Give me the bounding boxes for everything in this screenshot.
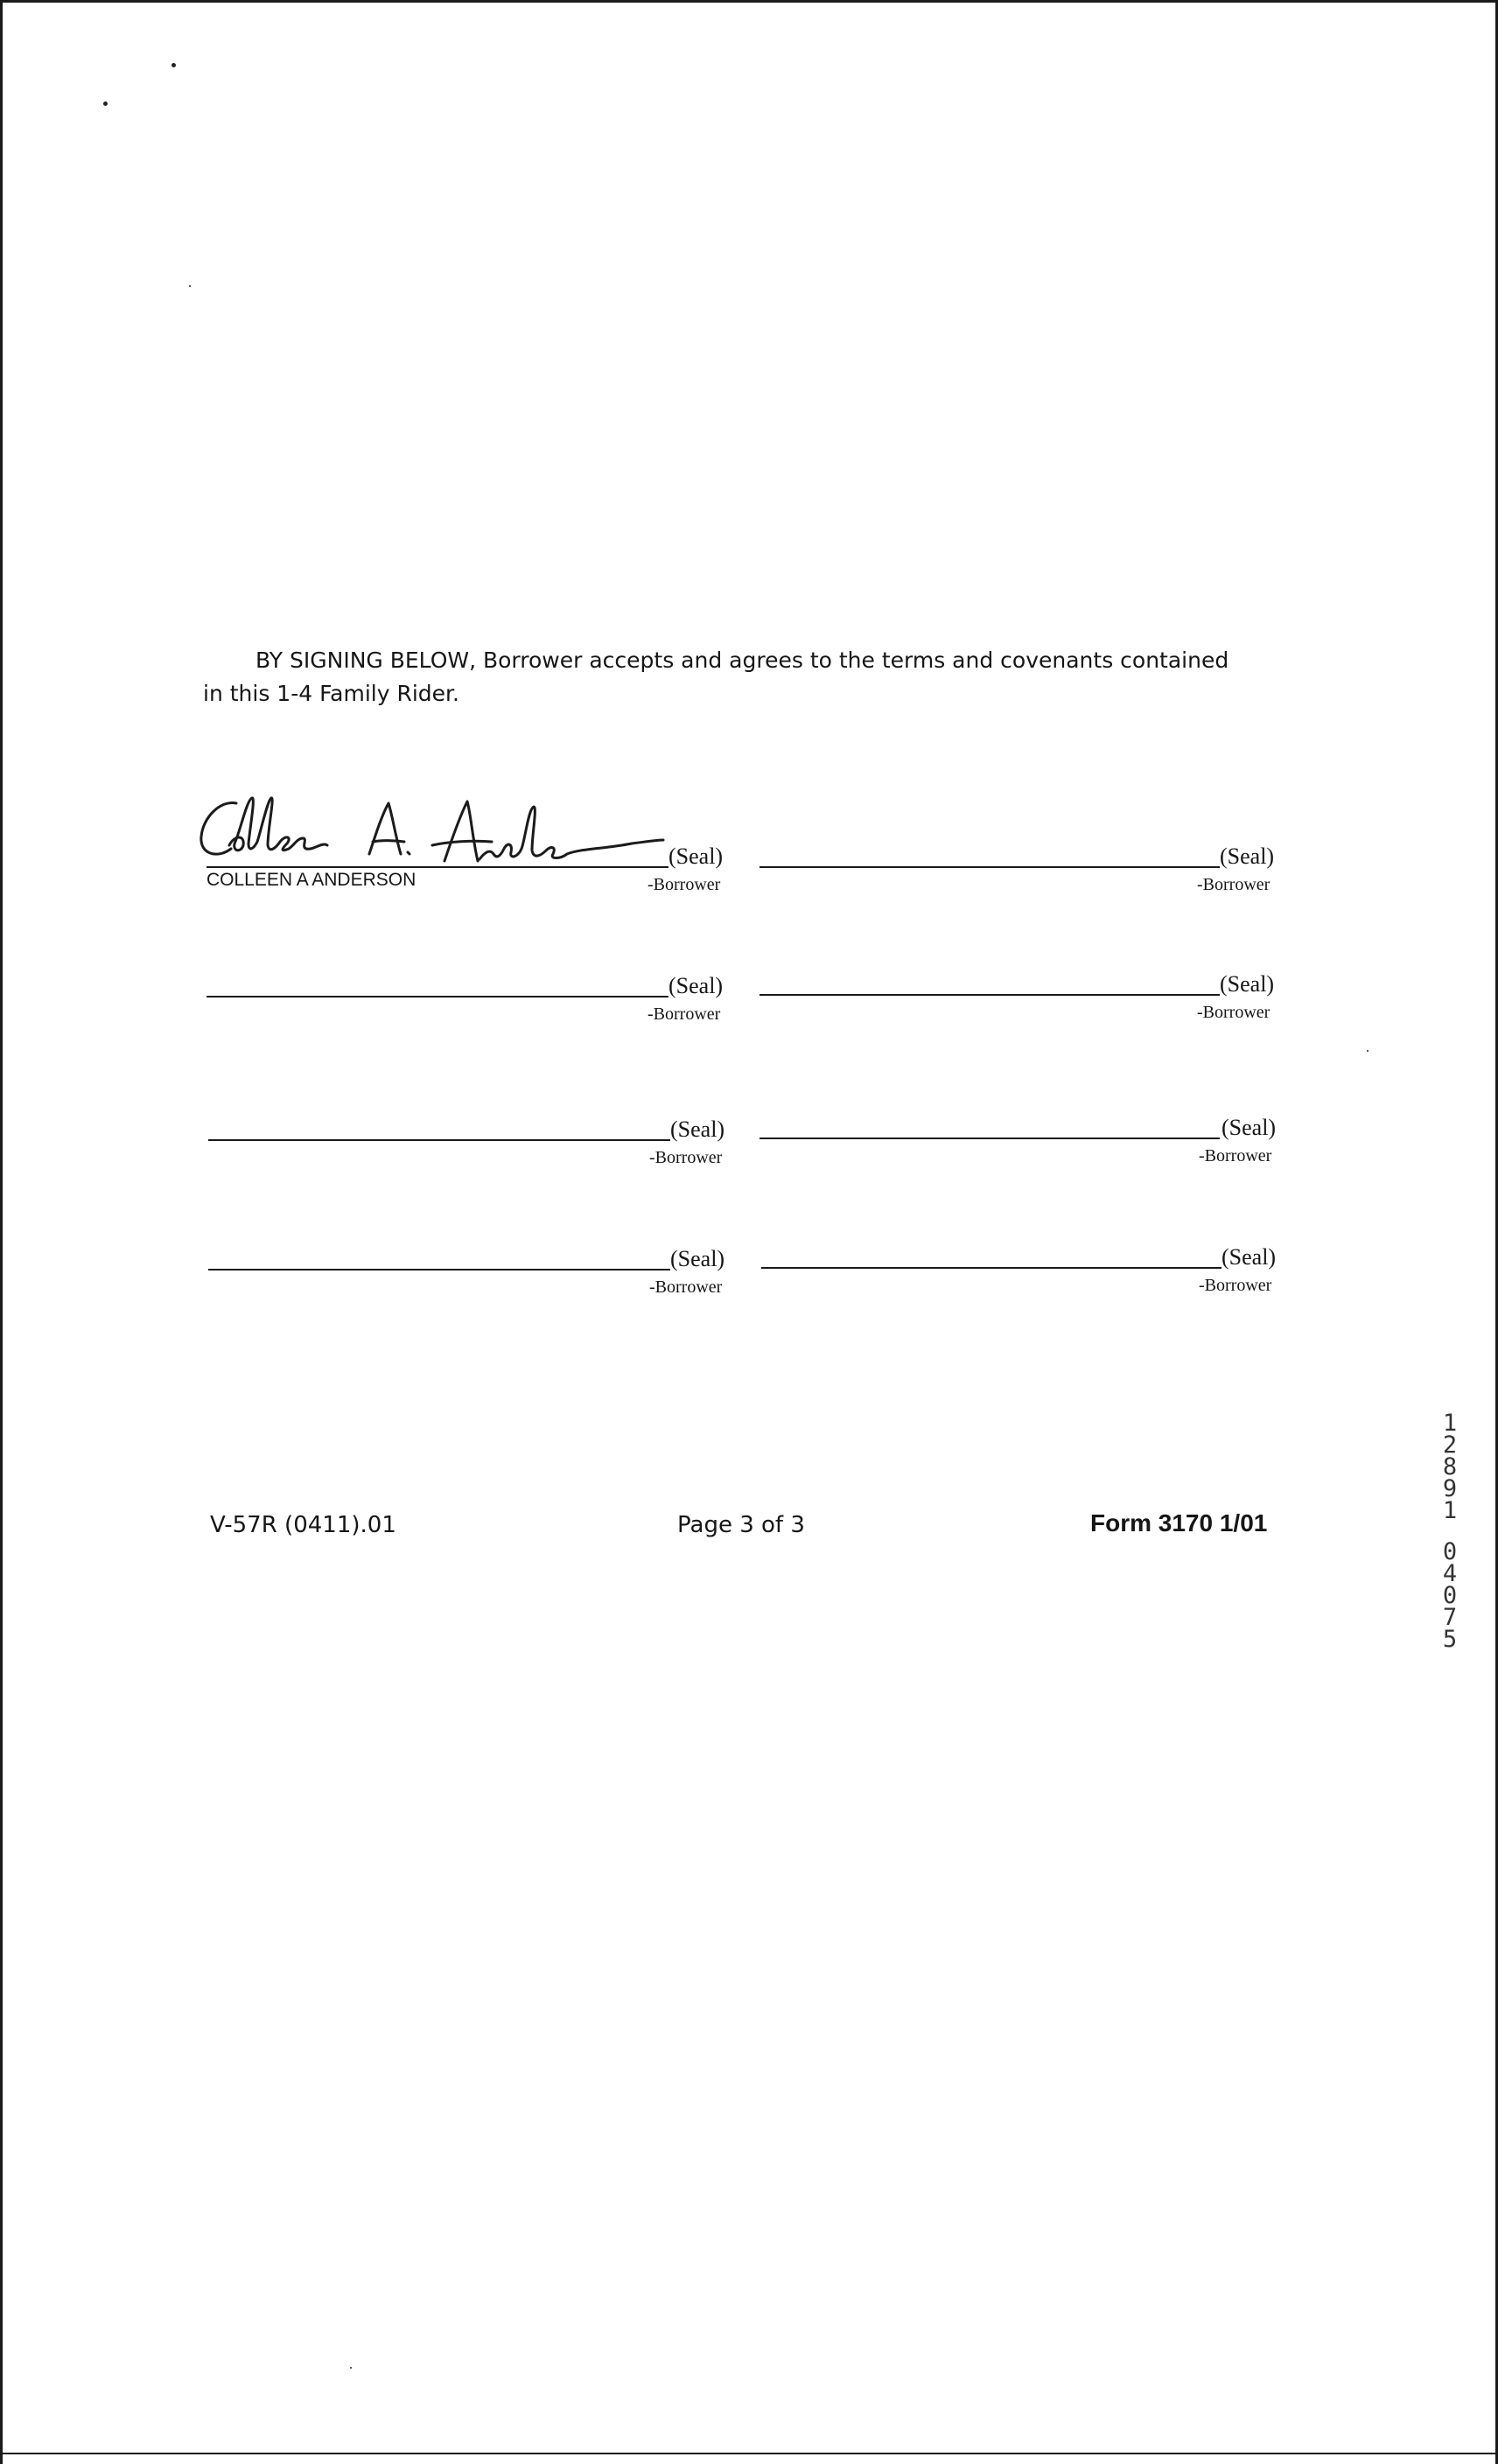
recording-digit: 4	[1442, 1560, 1458, 1587]
recording-digit: 9	[1442, 1475, 1458, 1502]
seal-label: (Seal)	[668, 973, 724, 998]
seal-label: (Seal)	[1222, 1244, 1277, 1270]
scan-speck	[189, 285, 191, 287]
signature-line	[760, 1138, 1220, 1139]
signature-line	[760, 866, 1220, 868]
signature-line	[206, 996, 668, 998]
signature-line	[760, 994, 1220, 996]
signature-line	[206, 866, 668, 868]
signature-block-2	[760, 824, 1284, 894]
signature-block-8	[761, 1225, 1286, 1295]
scan-speck	[103, 102, 108, 106]
form-code: V-57R (0411).01	[210, 1512, 396, 1538]
acceptance-line-2: in this 1-4 Family Rider.	[203, 681, 459, 706]
signature-block-1	[206, 824, 732, 894]
handwritten-signature	[194, 791, 667, 878]
recording-digit: 2	[1442, 1432, 1458, 1459]
scan-top-edge	[0, 0, 1498, 3]
acceptance-line-1: BY SIGNING BELOW, Borrower accepts and agrees to the terms and covenants contained	[256, 648, 1229, 673]
seal-label: (Seal)	[1220, 844, 1275, 869]
seal-label: (Seal)	[668, 844, 724, 869]
rider-acceptance-paragraph	[203, 644, 1288, 710]
borrower-role-label: -Borrower	[649, 1278, 723, 1297]
seal-label: (Seal)	[670, 1246, 725, 1271]
scan-speck	[350, 2367, 352, 2369]
signature-block-4	[760, 952, 1284, 1022]
borrower-role-label: -Borrower	[1197, 875, 1270, 894]
seal-label: (Seal)	[670, 1116, 725, 1142]
scan-speck	[172, 63, 176, 67]
signature-line	[208, 1269, 670, 1270]
recording-digit: 0	[1442, 1582, 1458, 1609]
borrower-printed-name: COLLEEN A ANDERSON	[206, 870, 416, 890]
borrower-role-label: -Borrower	[1199, 1276, 1272, 1295]
scan-bottom-edge	[0, 2453, 1498, 2454]
recording-digit: 7	[1442, 1604, 1458, 1631]
signature-block-6	[760, 1096, 1284, 1166]
recording-digit: 1	[1442, 1410, 1458, 1437]
recording-digit: 8	[1442, 1453, 1458, 1480]
seal-label: (Seal)	[1220, 971, 1275, 997]
form-number: Form 3170 1/01	[1090, 1509, 1268, 1536]
scan-speck	[1367, 1050, 1368, 1052]
borrower-role-label: -Borrower	[648, 1004, 721, 1024]
signature-block-7	[208, 1227, 733, 1297]
signature-block-5	[208, 1097, 733, 1167]
borrower-role-label: -Borrower	[648, 875, 721, 894]
page-number: Page 3 of 3	[677, 1512, 805, 1538]
borrower-role-label: -Borrower	[1199, 1146, 1272, 1166]
signature-line	[208, 1139, 670, 1141]
recording-digit: 5	[1442, 1626, 1458, 1653]
signature-line	[761, 1267, 1222, 1269]
seal-label: (Seal)	[1222, 1115, 1277, 1140]
borrower-role-label: -Borrower	[1197, 1003, 1270, 1022]
borrower-role-label: -Borrower	[649, 1148, 723, 1167]
recording-number-vertical	[1438, 1410, 1461, 1653]
recording-digit: 0	[1442, 1538, 1458, 1565]
scan-left-edge	[0, 0, 3, 2464]
signature-block-3	[206, 954, 732, 1024]
recording-digit: 1	[1442, 1497, 1458, 1524]
